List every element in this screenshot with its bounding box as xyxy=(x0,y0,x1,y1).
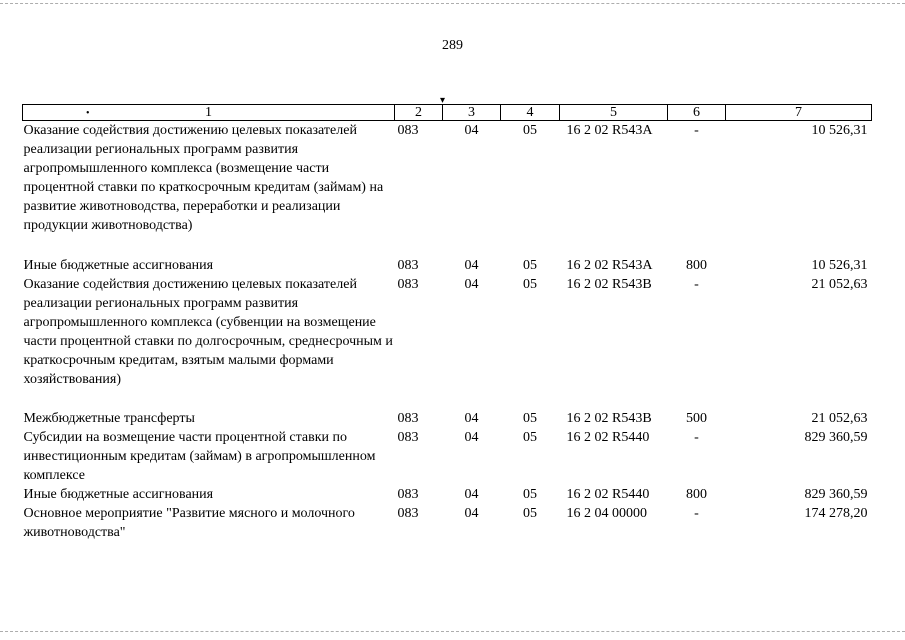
row-name: Иные бюджетные ассигнования xyxy=(23,257,214,273)
cell-section: 04 xyxy=(464,410,479,426)
cell-amount: 829 360,59 xyxy=(804,429,868,445)
column-header: 7 xyxy=(726,105,872,121)
cell-amount: 21 052,63 xyxy=(811,276,868,292)
table-row xyxy=(23,428,872,485)
column-header: 2 xyxy=(395,105,443,121)
row-name: Оказание содействия достижению целевых показателей реализации региональных программ развития агропромышленного комплекса (возмещение части процентной ставки по краткосрочным кредитам (займам) на развитие животноводства, переработки и реализации продукции животноводства) xyxy=(23,123,384,233)
cell-admin-code: 083 xyxy=(397,257,419,273)
cell-section: 04 xyxy=(464,486,479,502)
column-header: 6 xyxy=(668,105,726,121)
cell-amount: 174 278,20 xyxy=(804,505,868,521)
cell-admin-code: 083 xyxy=(397,429,419,445)
cell-subsection: 05 xyxy=(523,276,537,292)
cell-section: 04 xyxy=(464,123,479,138)
table-row xyxy=(23,485,872,504)
cell-subsection: 05 xyxy=(523,257,537,273)
cell-expense-type: - xyxy=(694,429,699,445)
cell-subsection: 05 xyxy=(523,123,537,138)
column-header: 4 xyxy=(501,105,560,121)
cell-target-code: 16 2 04 00000 xyxy=(566,505,647,521)
cell-admin-code: 083 xyxy=(397,123,419,138)
cell-amount: 10 526,31 xyxy=(811,257,868,273)
cell-admin-code: 083 xyxy=(397,505,419,521)
cell-target-code: 16 2 02 R5440 xyxy=(566,429,650,445)
cell-amount: 10 526,31 xyxy=(811,123,868,138)
column-header: 1 xyxy=(23,105,395,121)
cell-expense-type: - xyxy=(694,123,699,138)
table-row xyxy=(23,409,872,428)
row-name: Субсидии на возмещение части процентной ставки по инвестиционным кредитам (займам) в агропромышленном комплексе xyxy=(23,429,376,483)
cell-admin-code: 083 xyxy=(397,276,419,292)
row-name: Оказание содействия достижению целевых показателей реализации региональных программ развития агропромышленного комплекса (субвенции на возмещение части процентной ставки по долгосрочным, среднесрочным и краткосрочным кредитам, взятым малыми формами хозяйствования) xyxy=(23,276,393,387)
scan-edge-top xyxy=(0,3,905,4)
cell-target-code: 16 2 02 R543A xyxy=(566,257,653,273)
row-name: Иные бюджетные ассигнования xyxy=(23,486,214,502)
cell-target-code: 16 2 02 R543B xyxy=(566,410,652,426)
cell-expense-type: 500 xyxy=(686,410,707,426)
cell-section: 04 xyxy=(464,257,479,273)
column-header: 3 xyxy=(443,105,501,121)
cell-target-code: 16 2 02 R543B xyxy=(566,276,652,292)
cell-amount: 21 052,63 xyxy=(811,410,868,426)
cell-section: 04 xyxy=(464,505,479,521)
cell-subsection: 05 xyxy=(523,429,537,445)
cell-expense-type: 800 xyxy=(686,486,707,502)
table-row xyxy=(23,256,872,275)
cell-expense-type: 800 xyxy=(686,257,707,273)
table-header-row xyxy=(23,105,872,121)
scan-mark: ▾ xyxy=(440,95,446,106)
cell-expense-type: - xyxy=(694,505,699,521)
cell-subsection: 05 xyxy=(523,505,537,521)
header-dot: • xyxy=(86,108,90,119)
budget-table xyxy=(22,104,872,542)
cell-subsection: 05 xyxy=(523,486,537,502)
table-row xyxy=(23,275,872,409)
page-number: 289 xyxy=(442,38,463,53)
table-row xyxy=(23,121,872,256)
cell-target-code: 16 2 02 R5440 xyxy=(566,486,650,502)
row-name: Основное мероприятие "Развитие мясного и молочного животноводства" xyxy=(23,505,355,540)
scan-edge-bottom xyxy=(0,631,905,632)
cell-subsection: 05 xyxy=(523,410,537,426)
cell-amount: 829 360,59 xyxy=(804,486,868,502)
row-name: Межбюджетные трансферты xyxy=(23,410,195,426)
cell-section: 04 xyxy=(464,429,479,445)
cell-target-code: 16 2 02 R543A xyxy=(566,123,653,138)
cell-admin-code: 083 xyxy=(397,486,419,502)
cell-expense-type: - xyxy=(694,276,699,292)
table-row xyxy=(23,504,872,542)
cell-admin-code: 083 xyxy=(397,410,419,426)
column-header: 5 xyxy=(560,105,668,121)
cell-section: 04 xyxy=(464,276,479,292)
